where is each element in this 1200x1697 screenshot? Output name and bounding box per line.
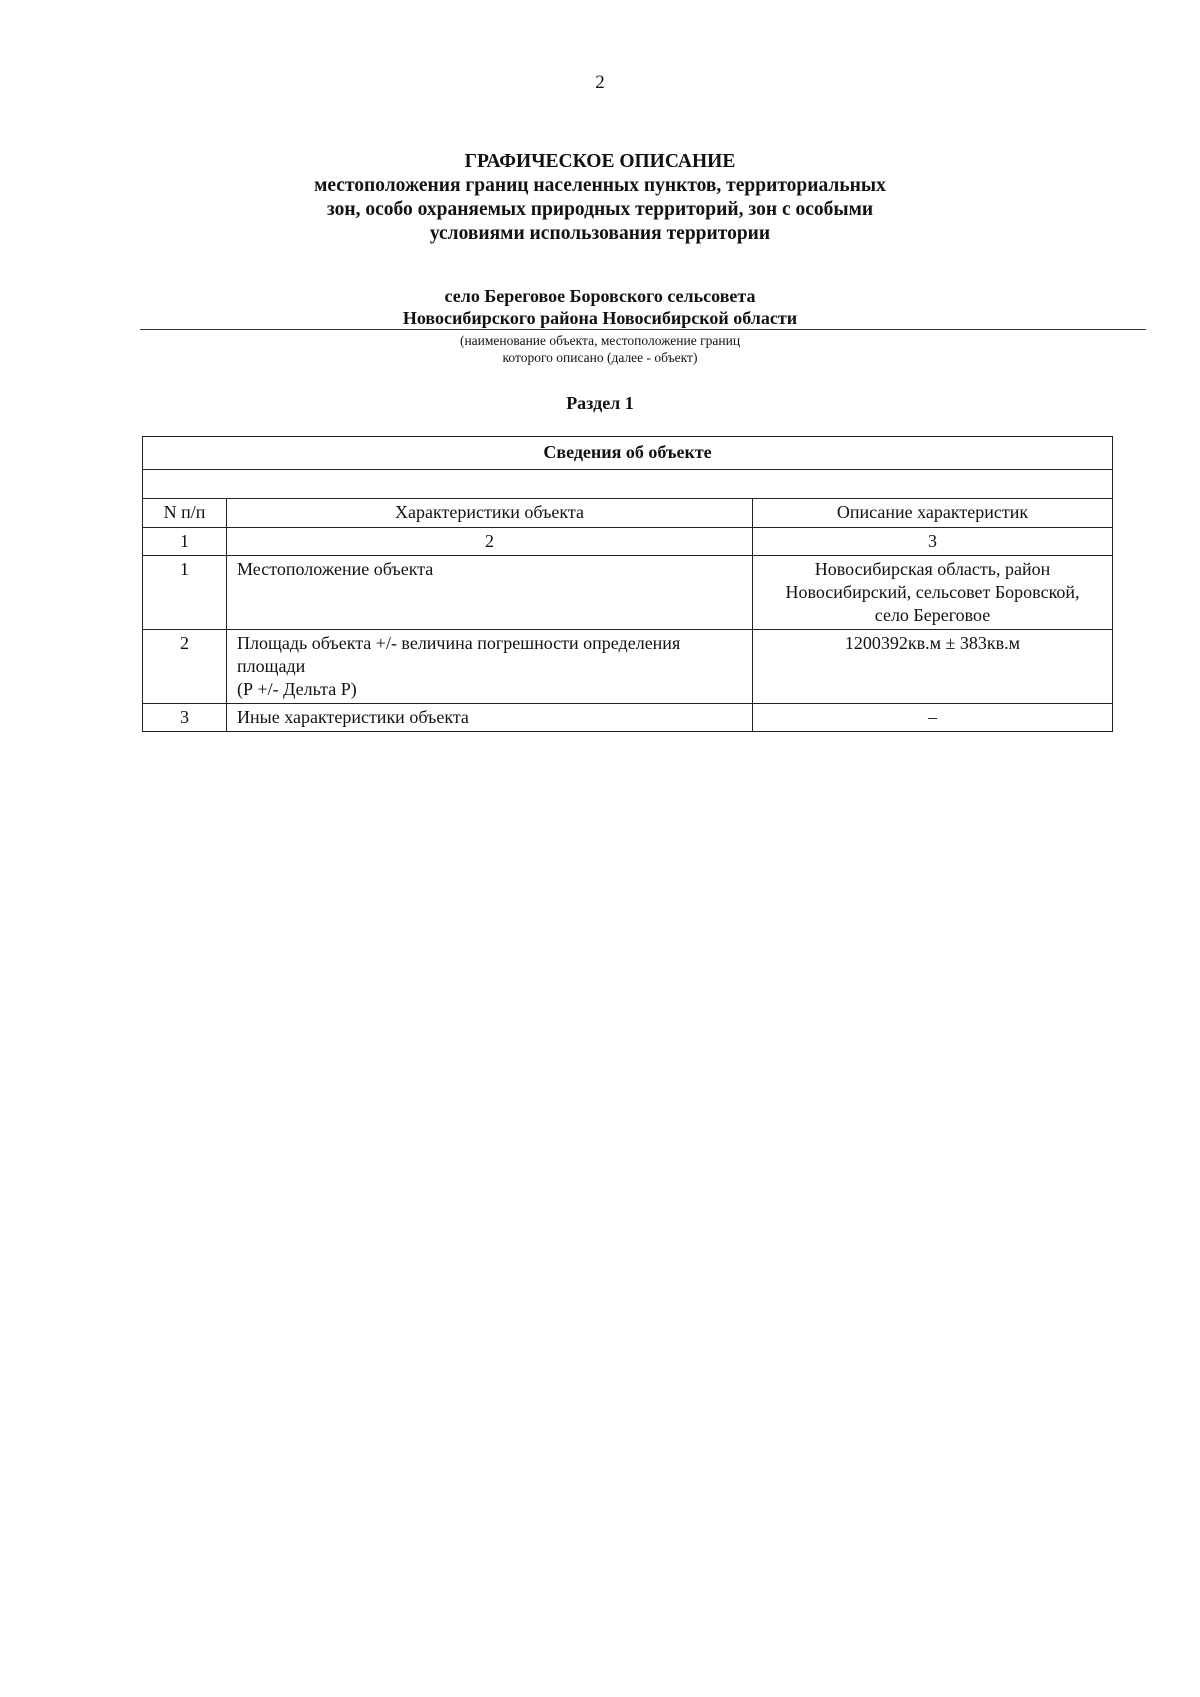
row-description xyxy=(753,704,1113,732)
title-line: ГРАФИЧЕСКОЕ ОПИСАНИЕ xyxy=(464,151,736,172)
table-row xyxy=(143,556,1113,630)
row-number: 1 xyxy=(143,556,227,630)
characteristic-line: Местоположение объекта xyxy=(237,559,434,579)
page-number: 2 xyxy=(595,72,605,93)
description-line: Новосибирская область, район xyxy=(814,559,1051,579)
object-name-caption xyxy=(0,332,1200,366)
characteristic-line: площади xyxy=(237,656,306,676)
title-line: условиями использования территории xyxy=(429,223,771,244)
row-characteristic xyxy=(227,630,753,704)
column-header-number: N п/п xyxy=(143,499,227,528)
table-blank-row xyxy=(143,470,1113,499)
object-info-table xyxy=(142,436,1113,732)
row-number: 2 xyxy=(143,630,227,704)
title-line: зон, особо охраняемых природных территорий, зон с особыми xyxy=(326,199,874,220)
table-row xyxy=(143,630,1113,704)
object-name-line: село Береговое Боровского сельсовета xyxy=(444,286,756,306)
characteristic-line: Иные характеристики объекта xyxy=(237,707,469,727)
row-characteristic xyxy=(227,704,753,732)
row-description xyxy=(753,630,1113,704)
table-heading: Сведения об объекте xyxy=(143,437,1113,470)
characteristic-line: Площадь объекта +/- величина погрешности определения xyxy=(237,633,681,653)
description-line: 1200392кв.м ± 383кв.м xyxy=(844,633,1021,653)
table-column-header-row xyxy=(143,499,1113,528)
section-title: Раздел 1 xyxy=(566,393,634,413)
column-number: 1 xyxy=(143,528,227,556)
caption-line: которого описано (далее - объект) xyxy=(502,350,698,365)
description-line: – xyxy=(928,707,937,727)
description-line: Новосибирский, сельсовет Боровской, xyxy=(785,582,1080,602)
title-line: местоположения границ населенных пунктов, территориальных xyxy=(314,175,886,196)
row-characteristic xyxy=(227,556,753,630)
object-name-line: Новосибирского района Новосибирской области xyxy=(402,308,798,328)
column-header-description: Описание характеристик xyxy=(753,499,1113,528)
table-heading-row xyxy=(143,437,1113,470)
column-number: 2 xyxy=(227,528,753,556)
table-row xyxy=(143,704,1113,732)
underline-rule xyxy=(140,329,1146,330)
caption-line: (наименование объекта, местоположение границ xyxy=(459,333,741,348)
row-description xyxy=(753,556,1113,630)
row-number: 3 xyxy=(143,704,227,732)
characteristic-line: (Р +/- Дельта Р) xyxy=(237,679,357,699)
blank-cell xyxy=(143,470,1113,499)
column-number: 3 xyxy=(753,528,1113,556)
table-column-number-row xyxy=(143,528,1113,556)
document-title xyxy=(0,150,1200,246)
column-header-characteristic: Характеристики объекта xyxy=(227,499,753,528)
description-line: село Береговое xyxy=(874,605,991,625)
object-name xyxy=(0,285,1200,329)
